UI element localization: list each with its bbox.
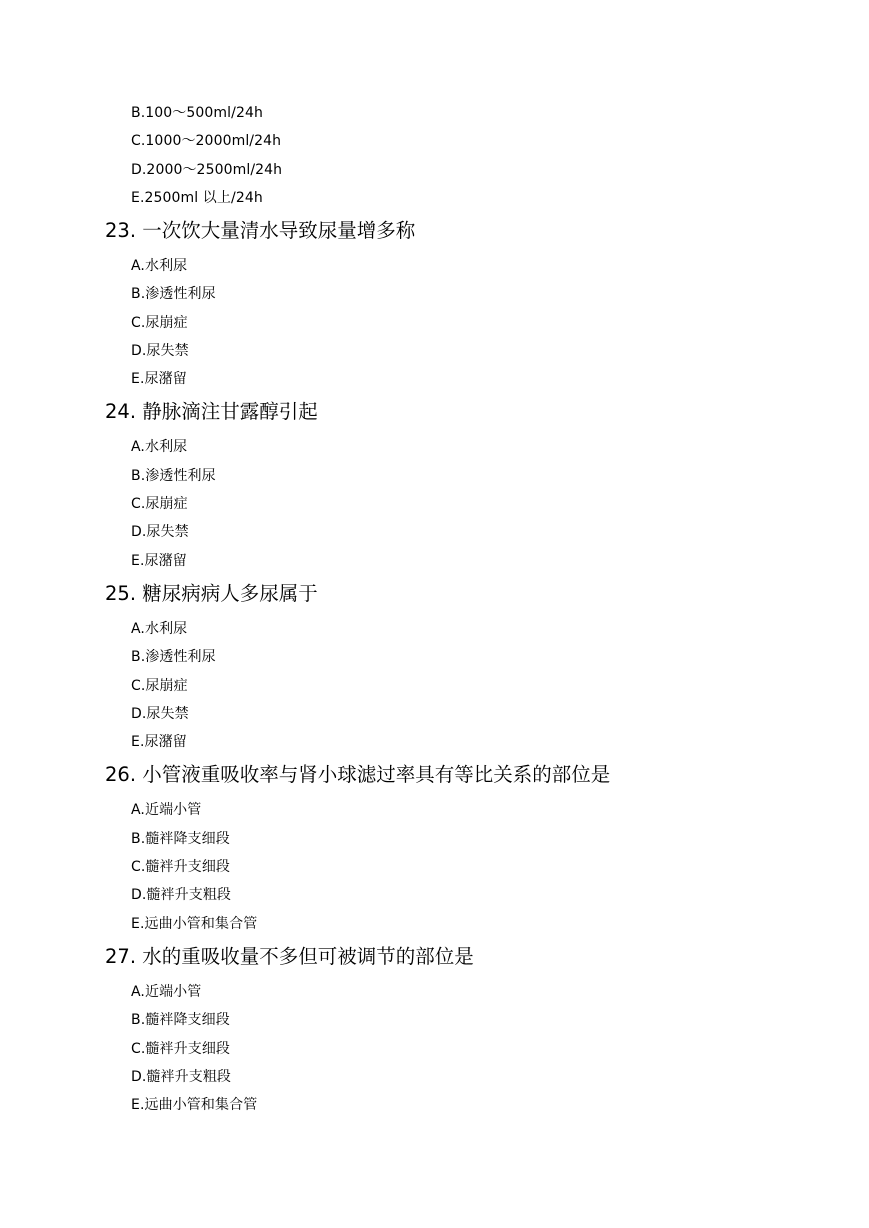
question-25 xyxy=(105,575,610,756)
option-b: B.渗透性利尿 xyxy=(131,649,216,666)
option-a: A.水利尿 xyxy=(131,439,188,456)
option-a: A.水利尿 xyxy=(131,620,188,637)
option-b: B.髓袢降支细段 xyxy=(131,830,230,847)
option-d: D.髓袢升支粗段 xyxy=(131,887,232,904)
question-title: 27. 水的重吸收量不多但可被调节的部位是 xyxy=(105,944,474,968)
question-23 xyxy=(105,212,610,393)
question-27 xyxy=(105,938,610,1119)
option-b: B.渗透性利尿 xyxy=(131,467,216,484)
option-list xyxy=(105,978,610,1119)
option-c: C.1000～2000ml/24h xyxy=(131,133,282,150)
option-d: D.尿失禁 xyxy=(131,342,189,359)
option-c: C.髓袢升支细段 xyxy=(131,859,231,876)
option-d: D.2000～2500ml/24h xyxy=(131,161,283,178)
option-list xyxy=(105,252,610,393)
question-title: 25. 糖尿病病人多尿属于 xyxy=(105,581,318,605)
option-c: C.尿崩症 xyxy=(131,496,188,513)
option-e: E.远曲小管和集合管 xyxy=(131,915,258,932)
option-a: A.近端小管 xyxy=(131,802,202,819)
option-e: E.尿潴留 xyxy=(131,734,187,751)
option-list xyxy=(105,615,610,756)
option-e: E.尿潴留 xyxy=(131,371,187,388)
option-b: B.髓袢降支细段 xyxy=(131,1012,230,1029)
option-a: A.近端小管 xyxy=(131,983,202,1000)
question-list xyxy=(105,212,610,1119)
question-title: 23. 一次饮大量清水导致尿量增多称 xyxy=(105,219,416,242)
option-c: C.髓袢升支细段 xyxy=(131,1040,231,1057)
option-e: E.2500ml 以上/24h xyxy=(131,189,263,206)
question-title: 26. 小管液重吸收率与肾小球滤过率具有等比关系的部位是 xyxy=(105,763,611,787)
question-title: 24. 静脉滴注甘露醇引起 xyxy=(105,400,318,424)
option-d: D.髓袢升支粗段 xyxy=(131,1068,232,1085)
option-b: B.渗透性利尿 xyxy=(131,286,216,303)
option-list xyxy=(105,796,610,937)
option-c: C.尿崩症 xyxy=(131,677,188,694)
question-26 xyxy=(105,756,610,937)
option-d: D.尿失禁 xyxy=(131,524,189,541)
option-d: D.尿失禁 xyxy=(131,705,189,722)
question-24 xyxy=(105,393,610,574)
option-list xyxy=(105,433,610,574)
continued-option-list xyxy=(131,99,282,212)
option-b: B.100～500ml/24h xyxy=(131,105,263,121)
option-c: C.尿崩症 xyxy=(131,314,188,331)
option-e: E.远曲小管和集合管 xyxy=(131,1097,258,1114)
option-e: E.尿潴留 xyxy=(131,552,187,569)
option-a: A.水利尿 xyxy=(131,258,188,274)
